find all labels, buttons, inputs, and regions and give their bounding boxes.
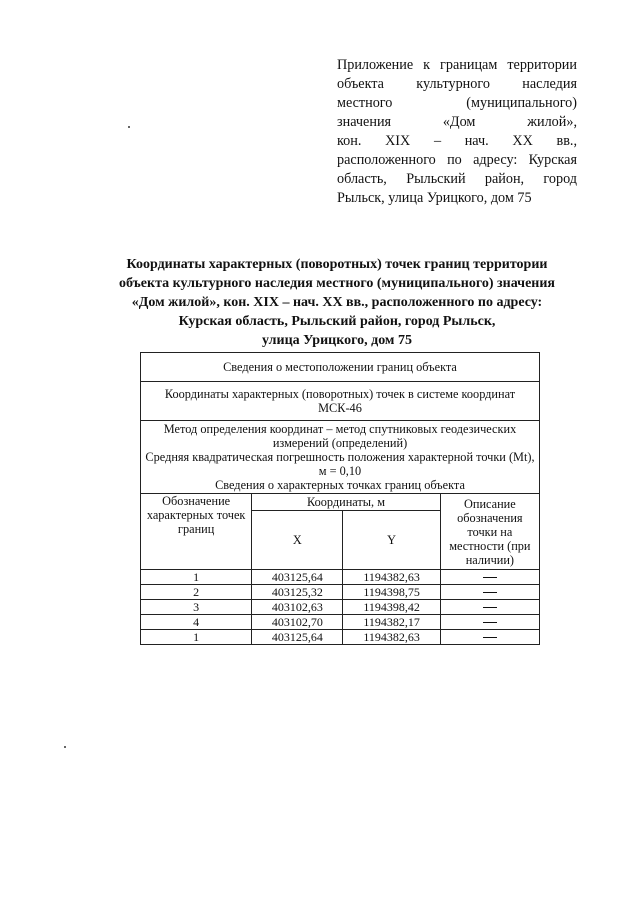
coordinates-table — [140, 352, 540, 645]
title-line: «Дом жилой», кон. XIX – нач. XX вв., расположенного по адресу: — [131, 295, 543, 310]
points-info-line: Сведения о характерных точках границ объекта — [215, 478, 465, 492]
x-cell: 403125,32 — [252, 585, 343, 600]
annex-line: объекта культурного наследия — [337, 76, 577, 92]
point-cell: 4 — [141, 615, 252, 630]
description-cell — [440, 585, 539, 600]
accuracy-line: Средняя квадратическая погрешность положения характерной точки (Mt), м = 0,10 — [145, 450, 535, 478]
y-cell: 1194382,63 — [343, 570, 440, 585]
coordinate-system-header: Координаты характерных (поворотных) точек в системе координат МСК-46 — [141, 382, 540, 421]
point-cell: 1 — [141, 630, 252, 645]
point-cell: 2 — [141, 585, 252, 600]
annex-line: Приложение к границам территории — [337, 57, 577, 73]
col-header-y: Y — [343, 511, 440, 570]
annex-line: значения «Дом жилой», — [337, 114, 577, 130]
section-location-header: Сведения о местоположении границ объекта — [141, 353, 540, 382]
method-line: Метод определения координат – метод спутниковых геодезических измерений (определений) — [163, 422, 517, 450]
annex-note — [337, 56, 577, 208]
table-row — [141, 570, 540, 585]
dash-mark — [483, 622, 497, 623]
description-cell — [440, 570, 539, 585]
title-line: Координаты характерных (поворотных) точек границ территории — [126, 257, 548, 272]
table-row — [141, 630, 540, 645]
col-header-description: Описание обозначения точки на местности (при наличии) — [440, 494, 539, 570]
point-cell: 3 — [141, 600, 252, 615]
title-line: объекта культурного наследия местного (муниципального) значения — [118, 276, 555, 291]
x-cell: 403102,70 — [252, 615, 343, 630]
description-cell — [440, 630, 539, 645]
description-cell — [440, 615, 539, 630]
title-line: Курская область, Рыльский район, город Рыльск, — [178, 314, 496, 329]
x-cell: 403102,63 — [252, 600, 343, 615]
scan-speck — [128, 126, 130, 128]
method-cell — [141, 421, 540, 494]
dash-mark — [483, 607, 497, 608]
annex-line: область, Рыльский район, город — [337, 171, 577, 187]
scan-speck — [64, 746, 66, 748]
y-cell: 1194398,42 — [343, 600, 440, 615]
y-cell: 1194382,63 — [343, 630, 440, 645]
table-row — [141, 615, 540, 630]
col-header-x: X — [252, 511, 343, 570]
col-header-coords: Координаты, м — [252, 494, 440, 511]
title-line: улица Урицкого, дом 75 — [262, 333, 412, 348]
dash-mark — [483, 592, 497, 593]
document-title — [92, 255, 582, 350]
x-cell: 403125,64 — [252, 570, 343, 585]
col-header-point: Обозначение характерных точек границ — [141, 494, 252, 570]
annex-line: расположенного по адресу: Курская — [337, 152, 577, 168]
y-cell: 1194398,75 — [343, 585, 440, 600]
y-cell: 1194382,17 — [343, 615, 440, 630]
dash-mark — [483, 577, 497, 578]
dash-mark — [483, 637, 497, 638]
description-cell — [440, 600, 539, 615]
point-cell: 1 — [141, 570, 252, 585]
annex-line: Рыльск, улица Урицкого, дом 75 — [337, 190, 532, 206]
x-cell: 403125,64 — [252, 630, 343, 645]
table-row — [141, 585, 540, 600]
table-row — [141, 600, 540, 615]
annex-line: кон. XIX – нач. XX вв., — [337, 133, 577, 149]
annex-line: местного (муниципального) — [337, 95, 577, 111]
